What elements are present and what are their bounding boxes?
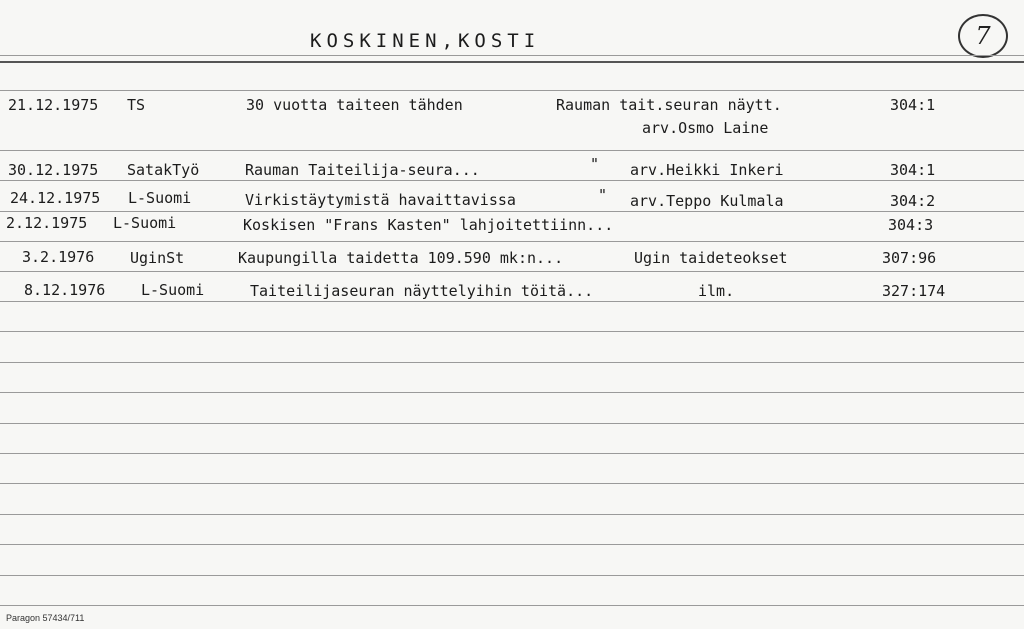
entry-reference: 304:2 <box>890 192 936 210</box>
rule-line <box>0 150 1024 151</box>
ditto-mark: " <box>598 186 608 204</box>
entry-note: arv.Heikki Inkeri <box>630 161 784 179</box>
entry-date: 3.2.1976 <box>22 248 95 266</box>
rule-line <box>0 301 1024 302</box>
rule-line <box>0 331 1024 332</box>
card-title: KOSKINEN,KOSTI <box>310 30 541 52</box>
entry-headline: Koskisen "Frans Kasten" lahjoitettiinn... <box>243 216 614 234</box>
rule-line <box>0 605 1024 606</box>
rule-line <box>0 423 1024 424</box>
entry-headline: Rauman Taiteilija-seura... <box>245 161 480 179</box>
entry-headline: Kaupungilla taidetta 109.590 mk:n... <box>238 249 564 267</box>
entry-source: L-Suomi <box>128 189 192 207</box>
entry-headline: Taiteilijaseuran näyttelyihin töitä... <box>250 282 594 300</box>
entry-reference: 307:96 <box>882 249 937 267</box>
rule-line <box>0 514 1024 515</box>
entry-date: 8.12.1976 <box>24 281 106 299</box>
rule-line <box>0 453 1024 454</box>
rule-line <box>0 483 1024 484</box>
entry-source: TS <box>127 96 146 114</box>
card-number-circle: 7 <box>958 14 1008 58</box>
card-footer-printer-mark: Paragon 57434/711 <box>6 613 85 623</box>
ditto-mark: " <box>590 155 600 173</box>
rule-line <box>0 271 1024 272</box>
entry-source: SatakTyö <box>127 161 200 179</box>
entry-reference: 304:1 <box>890 161 936 179</box>
header-rule-double <box>0 61 1024 63</box>
rule-line <box>0 180 1024 181</box>
entry-source: UginSt <box>130 249 185 267</box>
entry-note: ilm. <box>698 282 735 300</box>
entry-headline: 30 vuotta taiteen tähden <box>246 96 463 114</box>
entry-headline: Virkistäytymistä havaittavissa <box>245 191 516 209</box>
rule-line <box>0 241 1024 242</box>
entry-date: 2.12.1975 <box>6 214 88 232</box>
entry-date: 30.12.1975 <box>8 161 99 179</box>
entry-source: L-Suomi <box>113 214 177 232</box>
entry-reference: 304:1 <box>890 96 936 114</box>
entry-note: Rauman tait.seuran näytt. <box>556 96 782 114</box>
rule-line <box>0 211 1024 212</box>
entry-source: L-Suomi <box>141 281 205 299</box>
rule-line <box>0 90 1024 91</box>
entry-note: arv.Teppo Kulmala <box>630 192 784 210</box>
rule-line <box>0 362 1024 363</box>
entry-note: Ugin taideteokset <box>634 249 788 267</box>
rule-line <box>0 392 1024 393</box>
rule-line <box>0 575 1024 576</box>
entry-note-second-line: arv.Osmo Laine <box>642 119 769 137</box>
rule-line <box>0 544 1024 545</box>
entry-date: 21.12.1975 <box>8 96 99 114</box>
entry-reference: 327:174 <box>882 282 946 300</box>
entry-reference: 304:3 <box>888 216 934 234</box>
header-rule <box>0 55 1024 56</box>
entry-date: 24.12.1975 <box>10 189 101 207</box>
